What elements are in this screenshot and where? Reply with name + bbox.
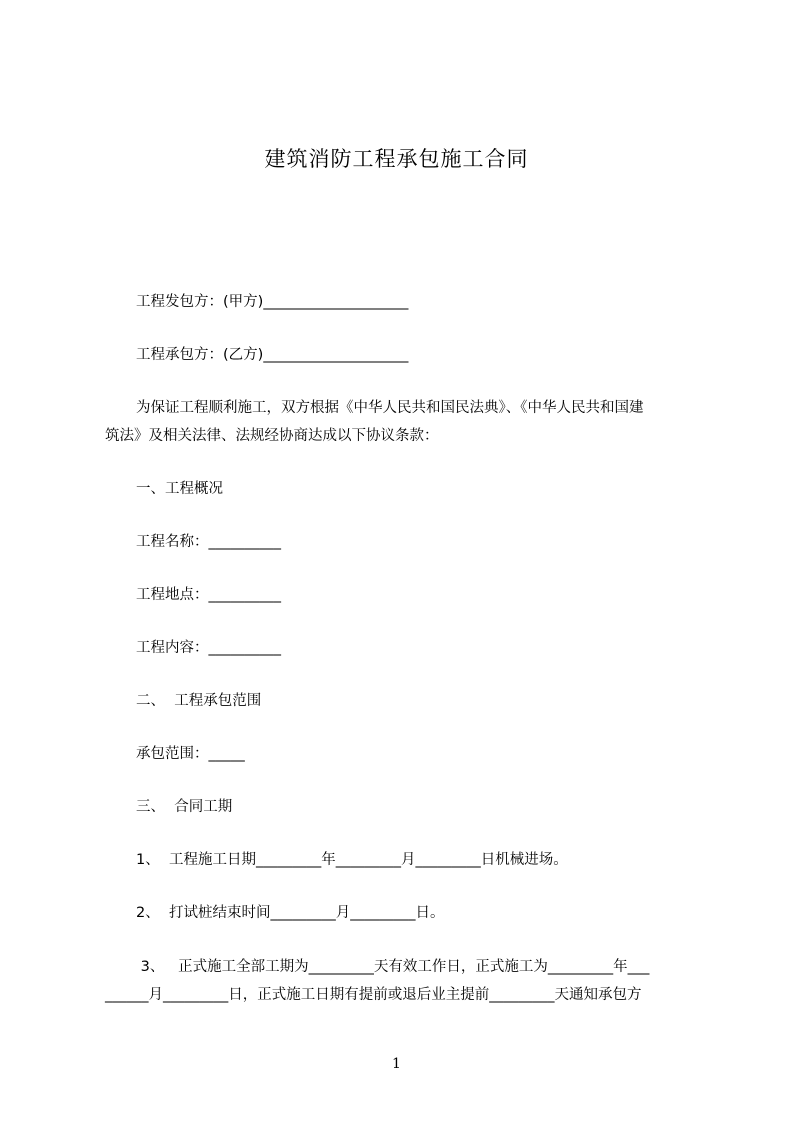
scope-line: 承包范围：_____ [136,746,245,762]
page-number: 1 [392,1056,401,1072]
clause-1-line: 1、 工程施工日期_________年_________月_________日机械进场。 [136,852,568,868]
clause-3-line-2: ______月_________日，正式施工日期有提前或退后业主提前_________天通知承包方 [105,987,642,1003]
party-a-line: 工程发包方：(甲方)____________________ [136,294,409,310]
section-heading-duration: 三、 合同工期 [136,799,233,815]
project-location-line: 工程地点：__________ [136,587,281,603]
preamble-line-1: 为保证工程顺利施工，双方根据《中华人民共和国民法典》、《中华人民共和国建 [136,400,644,416]
preamble-line-2: 筑法》及相关法律、法规经协商达成以下协议条款： [105,428,439,444]
clause-2-line: 2、 打试桩结束时间_________月_________日。 [136,905,445,921]
section-heading-project-overview: 一、工程概况 [136,481,223,497]
project-name-line: 工程名称：__________ [136,534,281,550]
project-content-line: 工程内容：__________ [136,640,281,656]
document-title: 建筑消防工程承包施工合同 [264,147,529,171]
section-heading-scope: 二、 工程承包范围 [136,693,262,709]
clause-3-line-1: 3、 正式施工全部工期为_________天有效工作日，正式施工为_________年___ [136,959,650,975]
party-b-line: 工程承包方：(乙方)____________________ [136,347,409,363]
